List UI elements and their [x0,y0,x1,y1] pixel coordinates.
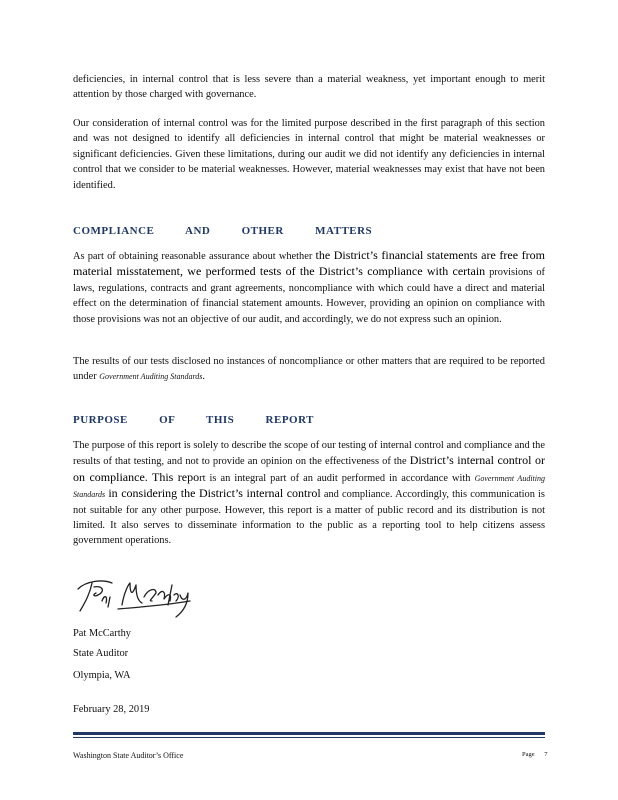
results-end: . [202,371,205,383]
handwritten-signature [72,571,197,623]
purpose-text-e: and compliance. Accordingly, this communication is not suitable for any other purpose. However, this report is a matter of public record and its distribution is not limited. It also serves to disseminate information to the public as a reporting tool to help citizens assess government operations. [73,489,545,547]
paragraph-internal-control-consideration: Our consideration of internal control was for the limited purpose described in the first paragraph of this section and was not designed to identify all deficiencies in internal control that might be material weaknesses or significant deficiencies. Given these limitations, during our audit we did not identify any deficiencies in internal control that we consider to be material weaknesses. However, material weaknesses may exist that have not been identified. [73,118,545,191]
paragraph-compliance [73,248,545,327]
purpose-italic-standards: Government Auditing Standards [73,473,545,500]
compliance-text-c: provisions of laws, regulations, contracts and grant agreements, noncompliance with which could have a direct and material effect on the determination of financial statement amounts. However, providing an opinion on compliance with those provisions was not an objective of our audit, and accordingly, we do not express such an opinion. [73,267,545,325]
paragraph-purpose [73,438,545,549]
compliance-text-b: the District’s financial statements are free from material misstatement, we performed tests of the District’s compliance with certain [73,248,545,279]
paragraph-results [73,354,545,385]
paragraph-deficiencies: deficiencies, in internal control that is less severe than a material weakness, yet important enough to merit attention by those charged with governance. [73,74,545,101]
results-italic-standards: Government Auditing Standards [99,372,203,382]
page-number: 7 [544,751,548,758]
footer-rule-thin [73,737,545,738]
signer-name: Pat McCarthy [73,628,132,639]
heading-compliance: COMPLIANCE AND OTHER MATTERS [73,225,373,237]
footer-office-name: Washington State Auditor’s Office [73,751,184,760]
report-date: February 28, 2019 [73,704,150,715]
signer-location: Olympia, WA [73,670,131,681]
compliance-text-a: As part of obtaining reasonable assurance about whether [73,251,313,262]
footer-rule-thick [73,732,545,735]
purpose-text-b: District’s internal control or on compliance. This repo [73,453,545,484]
purpose-text-c: rt is an integral part of an audit performed in accordance with [199,472,471,484]
purpose-text-d: in considering the District’s internal control [108,486,321,501]
footer-page-number [522,751,548,758]
heading-purpose: PURPOSE OF THIS REPORT [73,414,314,426]
signer-title: State Auditor [73,648,129,659]
page-label: Page [522,751,535,758]
purpose-text-a: The purpose of this report is solely to describe the scope of our testing of internal control and compliance and the results of that testing, and not to provide an opinion on the effectiveness of the [73,440,545,468]
results-text: The results of our tests disclosed no instances of noncompliance or other matters that are required to be reported under [73,356,545,383]
